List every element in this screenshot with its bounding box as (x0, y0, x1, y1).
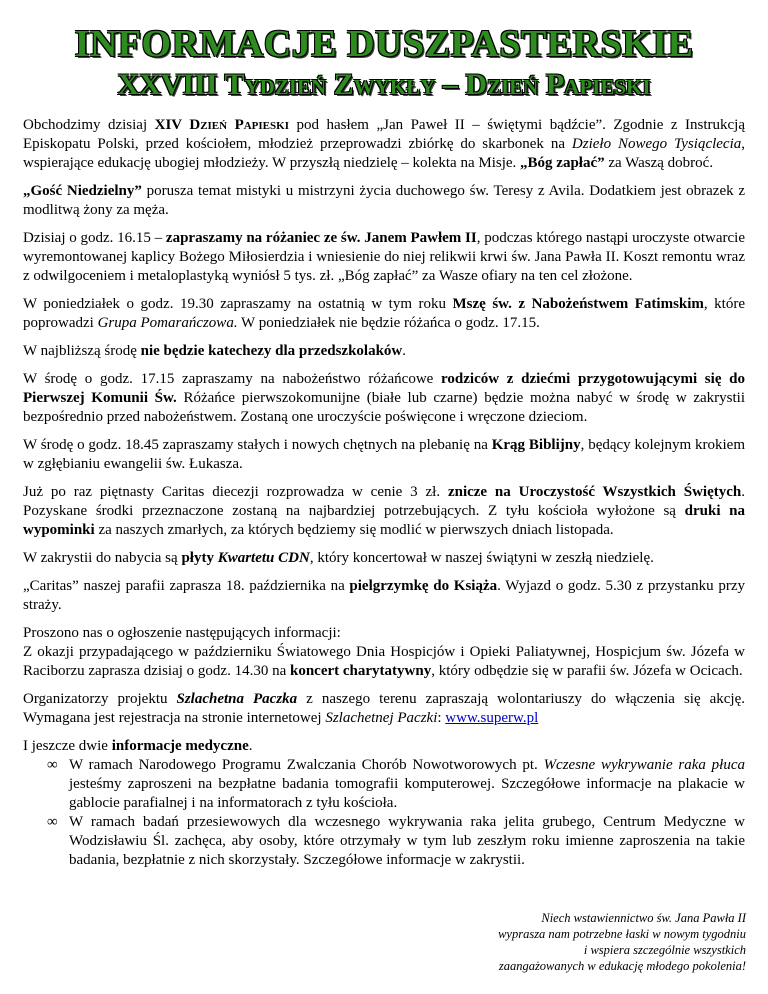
paragraph-bible-circle: W środę o godz. 18.45 zapraszamy stałych i nowych chętnych na plebanię na Krąg Biblijny, będący kolejnym krokiem w zgłębianiu ewangelii św. Łukasza. (23, 437, 746, 472)
paragraph-caritas-candles: Już po raz piętnasty Caritas diecezji rozprowadza w cenie 3 zł. znicze na Uroczystość Wszystkich Świętych. Pozyskane środki przeznaczone zostaną na najbardziej potrzebujących. Z tyłu kościoła wyłożone są druki na wypominki za naszych zmarłych, za których będziemy się modlić w pierwszych dniach listopada. (23, 484, 745, 538)
page-title: INFORMACJE DUSZPASTERSKIE (74, 23, 694, 65)
page-subtitle: XXVIII Tydzień Zwykły – Dzień Papieski (117, 68, 651, 101)
paragraph-papal-day: Obchodzimy dzisiaj XIV Dzień Papieski pod hasłem „Jan Paweł II – świętymi bądźcie”. Zgodnie z Instrukcją Episkopatu Polski, przed kościołem, młodzież przeprowadzi zbiórkę do skarbonek na Dzieło Nowego Tysiąclecia, wspierające edukację ubogiej młodzieży. W przyszłą niedzielę – kolekta na Misje. „Bóg zapłać” za Waszą dobroć. (23, 117, 745, 171)
infinity-bullet-icon: ∞ (47, 757, 58, 773)
paragraph-fatima-mass: W poniedziałek o godz. 19.30 zapraszamy na ostatnią w tym roku Mszę św. z Nabożeństwem Fatimskim, które poprowadzi Grupa Pomarańczowa. W poniedziałek nie będzie różańca o godz. 17.15. (23, 296, 745, 331)
paragraph-cd-quartet: W zakrystii do nabycia są płyty Kwartetu CDN, który koncertował w naszej świątyni w zeszłą niedzielę. (23, 550, 654, 566)
paragraph-first-communion: W środę o godz. 17.15 zapraszamy na nabożeństwo różańcowe rodziców z dziećmi przygotowującymi się do Pierwszej Komunii Św. Różańce pierwszokomunijne (białe lub czarne) będzie można nabyć w środę w zakrystii bezpośrednio przed nabożeństwem. Zostaną one uroczyście poświęcone i wręczone dzieciom. (23, 371, 746, 425)
list-item: ∞ W ramach Narodowego Programu Zwalczania Chorób Nowotworowych pt. Wczesne wykrywanie raka płuca jesteśmy zaproszeni na bezpłatne badania tomografii komputerowej. Szczegółowe informacje na plakacie w gablocie parafialnej i na informatorach z tyłu kościoła. (47, 757, 746, 811)
paragraph-pilgrimage: „Caritas” naszej parafii zaprasza 18. października na pielgrzymkę do Książa. Wyjazd o godz. 5.30 z przystanku przy straży. (23, 578, 745, 613)
paragraph-rosary-chapel: Dzisiaj o godz. 16.15 – zapraszamy na różaniec ze św. Janem Pawłem II, podczas którego nastąpi uroczyste otwarcie wyremontowanej kaplicy Bożego Miłosierdzia i wniesienie do niej relikwii krwi św. Jana Pawła II. Koszt remontu wraz z odwilgoceniem i metaloplastyką wyniósł 5 tys. zł. „Bóg zapłać” za Wasze ofiary na ten cel złożone. (23, 230, 745, 284)
paragraph-hospice-concert: Proszono nas o ogłoszenie następujących informacji: Z okazji przypadającego w październiku Światowego Dnia Hospicjów i Opieki Paliatywnej, Hospicjum św. Józefa w Raciborzu zaprasza dzisiaj o godz. 14.30 na koncert charytatywny, który odbędzie się w parafii św. Józefa w Ocicach. (23, 625, 745, 679)
paragraph-gosc-niedzielny: „Gość Niedzielny” porusza temat mistyki u mistrzyni życia duchowego św. Teresy z Avila. Dodatkiem jest obrazek z modlitwą żony za męża. (23, 183, 746, 218)
medical-info-list (23, 756, 745, 870)
paragraph-no-catechesis: W najbliższą środę nie będzie katechezy dla przedszkolaków. (23, 343, 407, 359)
closing-prayer: Niech wstawiennictwo św. Jana Pawła II wyprasza nam potrzebne łaski w nowym tygodniu i wspiera szczególnie wszystkich zaangażowanych w edukację młodego pokolenia! (498, 911, 746, 973)
superw-link[interactable]: www.superw.pl (445, 710, 539, 726)
infinity-bullet-icon: ∞ (47, 814, 58, 830)
paragraph-medical-intro: I jeszcze dwie informacje medyczne. (23, 738, 253, 754)
paragraph-noble-parcel: Organizatorzy projektu Szlachetna Paczka z naszego terenu zapraszają wolontariuszy do włączenia się akcję. Wymagana jest rejestracja na stronie internetowej Szlachetnej Paczki: www.superw.pl (23, 691, 745, 726)
list-item: ∞ W ramach badań przesiewowych dla wczesnego wykrywania raka jelita grubego, Centrum Medyczne w Wodzisławiu Śl. zachęca, aby osoby, które otrzymały w tym lub zeszłym roku imienne zaproszenia na takie badania, bezpłatnie z nich skorzystały. Szczegółowe informacje w zakrystii. (47, 814, 745, 868)
